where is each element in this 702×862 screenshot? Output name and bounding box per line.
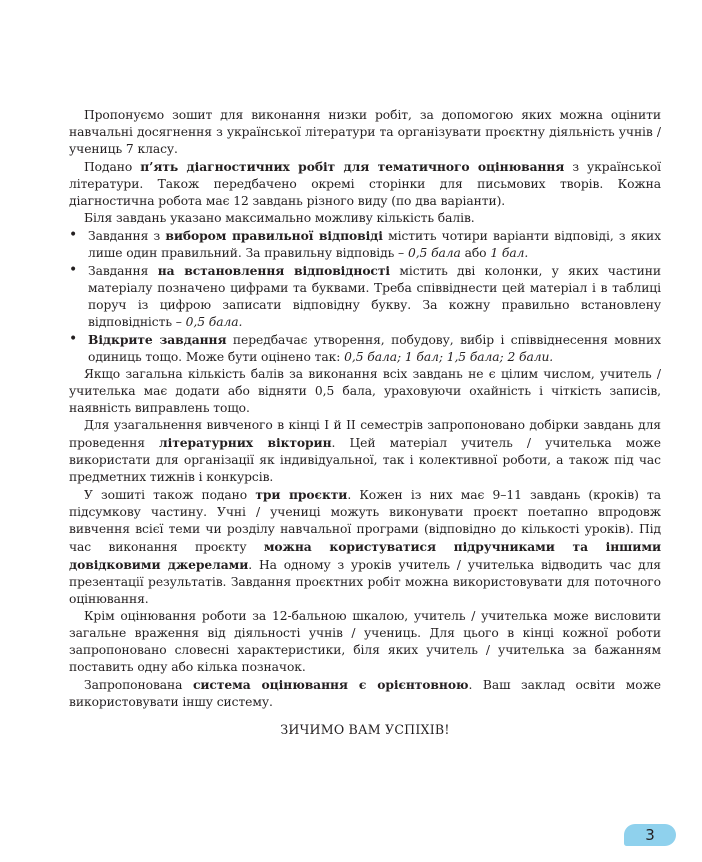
bullet-choice-or: або	[460, 246, 491, 260]
quizzes-paragraph	[69, 417, 661, 486]
diagnostic-works-text-end: з української літератури. Також передбачено окремі сторінки для письмових творів. Кожна діагностична робота має 12 завдань різного виду (по два варіанти).	[69, 160, 662, 208]
bullet-open-points: 0,5 бала; 1 бал; 1,5 бала; 2 бали.	[344, 350, 554, 364]
quizzes-emphasis: літературних вікторин	[159, 435, 332, 450]
rounding-paragraph: Якщо загальна кількість балів за виконання всіх завдань не є цілим числом, учитель / учителька має додати або відняти 0,5 бала, ураховуючи охайність і чіткість записів, наявність виправлень тощо.	[69, 367, 661, 415]
bullet-choice-points-1: 0,5 бала	[407, 246, 461, 260]
diagnostic-works-paragraph	[69, 158, 661, 210]
diagnostic-works-emphasis: п’ять діагностичних робіт для тематичного оцінювання	[140, 159, 565, 174]
quizzes-text-start: Для узагальнення вивченого в кінці І й ІІ семестрів запропоновано добірки завдань для проведення	[69, 418, 661, 450]
system-text-end: . Ваш заклад освіти може використовувати іншу систему.	[69, 678, 661, 709]
diagnostic-works-text-start: Подано	[84, 160, 141, 174]
closing-wish: ЗИЧИМО ВАМ УСПІХІВ!	[280, 722, 450, 737]
bullet-item-matching	[69, 262, 661, 331]
projects-sources-emphasis: можна користуватися підручниками та іншими довідковими джерелами	[69, 539, 661, 572]
projects-text-start: У зошиті також подано	[84, 488, 256, 502]
impression-paragraph: Крім оцінювання роботи за 12-бальною шкалою, учитель / учителька може висловити загальне враження від діяльності учнів / учениць. Для цього в кінці кожної роботи запропоновано словесні характеристики, біля яких учитель / учителька за бажанням поставить одну або кілька позначок.	[69, 609, 661, 674]
bullet-choice-text: містить чотири варіанти відповіді, з яких лише один правильний. За правильну відповідь –	[88, 229, 661, 260]
system-text-start: Запропонована	[84, 678, 193, 692]
projects-paragraph	[69, 486, 661, 608]
intro-paragraph: Пропонуємо зошит для виконання низки робіт, за допомогою яких можна оцінити навчальні досягнення з української літератури та організувати проєктну діяльність учнів / учениць 7 класу.	[69, 108, 661, 156]
points-intro-paragraph: Біля завдань указано максимально можливу кількість балів.	[84, 211, 475, 225]
bullet-open-emphasis: Відкрите завдання	[88, 332, 227, 347]
bullet-choice-emphasis: вибором правильної відповіді	[165, 228, 383, 243]
quizzes-text-end: . Цей матеріал учитель / учителька може використати для організації як індивідуальної, так і колективної роботи, а також під час предметних тижнів і конкурсів.	[69, 436, 661, 484]
system-emphasis: система оцінювання є орієнтовною	[192, 677, 469, 692]
bullet-icon: •	[69, 331, 78, 347]
bullet-matching-text-start: Завдання	[88, 264, 158, 278]
bullet-matching-text: містить дві колонки, у яких частини матеріалу позначено цифрами та буквами. Треба співвіднести цей матеріал і в таблиці поруч із цифрою записати відповідну букву. За кожну правильно встановлену відповідність –	[88, 264, 661, 329]
bullet-open-text: передбачає утворення, побудову, вибір і співвіднесення мовних одиниць тощо. Може бути оцінено так:	[88, 333, 661, 364]
projects-emphasis: три проєкти	[255, 487, 348, 502]
system-paragraph	[69, 676, 661, 711]
projects-text-end: . На одному з уроків учитель / учителька відводить час для презентації результатів. Завдання проєктних робіт можна використовувати для поточного оцінювання.	[69, 558, 661, 606]
bullet-item-choice	[69, 227, 661, 262]
main-text	[69, 107, 661, 737]
bullet-icon: •	[69, 227, 78, 243]
bullet-choice-points-2: 1 бал.	[490, 246, 529, 260]
bullet-matching-points: 0,5 бала.	[185, 315, 243, 329]
bullet-icon: •	[69, 262, 78, 278]
projects-text-middle: . Кожен із них має 9–11 завдань (кроків) та підсумкову частину. Учні / учениці можуть виконувати проєкт поетапно впродовж вивчення всієї теми чи розділу навчальної програми (відповідно до кількості уроків). Під час виконання проєкту	[69, 488, 661, 554]
bullet-item-open	[69, 331, 661, 366]
bullet-choice-text-start: Завдання з	[88, 229, 166, 243]
page-number-badge: 3	[624, 824, 676, 846]
bullet-matching-emphasis: на встановлення відповідності	[157, 263, 390, 278]
